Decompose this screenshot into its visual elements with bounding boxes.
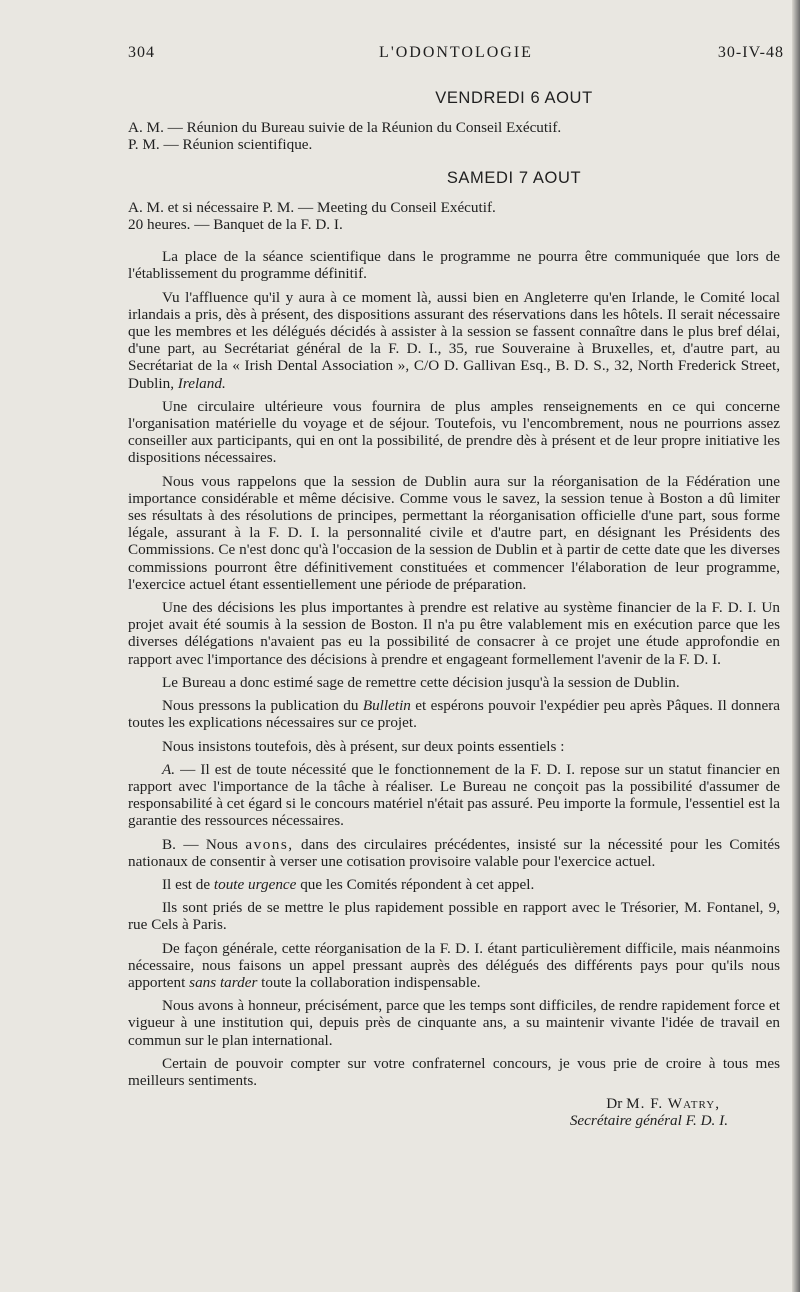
paragraph: Nous pressons la publication du Bulletin et espérons pouvoir l'expédier peu après Pâques. Il donnera toutes les explications nécessaires sur ce projet.: [128, 697, 780, 732]
journal-title: L'ODONTOLOGIE: [379, 44, 533, 61]
paragraph: Nous vous rappelons que la session de Dublin aura sur la réorganisation de la Fédération une importance considérable et même décisive. Comme vous le savez, la session tenue à Boston a dû limiter ses résultats à des résolutions de principes, permettant la réorganisation officielle d'une part, sous forme légale, assurant à la F. D. I. la personnalité civile et d'autre part, en désignant les Présidents des Commissions. Ce n'est donc qu'à l'occasion de la session de Dublin et à partir de cette date que les diverses commissions pourront être définitivement constituées et commencer l'élaboration de leur programme, l'exercice actuel étant essentiellement une période de préparation.: [128, 472, 780, 593]
paragraph: De façon générale, cette réorganisation de la F. D. I. étant particulièrement difficile, mais néanmoins nécessaire, nous faisons un appel pressant auprès des délégués des différents pays pour qu'ils nous apportent sans tarder toute la collaboration indispensable.: [128, 939, 780, 991]
paragraph: Vu l'affluence qu'il y aura à ce moment là, aussi bien en Angleterre qu'en Irlande, le Comité local irlandais a pris, dès à présent, des dispositions assurant des réservations dans les hôtels. Il serait nécessaire que les membres et les délégués décidés à assister à la session se fassent connaître dans le plus bref délai, d'une part, au Secrétariat général de la F. D. I., 35, rue Souveraine à Bruxelles, et, d'autre part, au Secrétariat de la « Irish Dental Association », C/O D. Gallivan Esq., B. D. S., 32, North Frederick Street, Dublin, Ireland.: [128, 288, 780, 392]
signature-role: Secrétaire général F. D. I.: [569, 1112, 728, 1130]
issue-date: 30-IV-48: [717, 44, 784, 61]
paragraph: Une des décisions les plus importantes à prendre est relative au système financier de la F. D. I. Un projet avait été soumis à la session de Boston. Il n'a pu être valablement mis en exécution parce que les diverses délégations n'avaient pas eu la possibilité de consacrer à ce projet une étude approfondie en rapport avec l'importance des décisions à prendre et engageant formellement l'avenir de la F. D. I.: [128, 599, 780, 668]
signature-name: Dr M. F. Watry,: [606, 1095, 720, 1113]
paragraph: B. — Nous avons, dans des circulaires précédentes, insisté sur la nécessité pour les Comités nationaux de consentir à verser une cotisation provisoire valable pour l'exercice actuel.: [128, 835, 781, 870]
page-number: 304: [128, 44, 155, 61]
paragraph: Nous avons à honneur, précisément, parce que les temps sont difficiles, de rendre rapidement force et vigueur à une institution qui, depuis près de cinquante ans, a su maintenir vivante l'idée de travail en commun sur le plan international.: [128, 997, 780, 1049]
paragraph: La place de la séance scientifique dans le programme ne pourra être communiquée que lors de l'établissement du programme définitif.: [128, 248, 780, 283]
page-body: [128, 90, 780, 1130]
heading-saturday: SAMEDI 7 AOUT: [446, 168, 582, 187]
page-header: [128, 44, 784, 66]
paragraph: Le Bureau a donc estimé sage de remettre cette décision jusqu'à la session de Dublin.: [162, 673, 680, 691]
schedule-line: A. M. — Réunion du Bureau suivie de la Réunion du Conseil Exécutif.: [128, 119, 562, 137]
paragraph: Nous insistons toutefois, dès à présent, sur deux points essentiels :: [162, 737, 565, 755]
schedule-line: P. M. — Réunion scientifique.: [128, 136, 313, 154]
paragraph: Certain de pouvoir compter sur votre confraternel concours, je vous prie de croire à tous mes meilleurs sentiments.: [128, 1054, 780, 1089]
paragraph: A. — Il est de toute nécessité que le fonctionnement de la F. D. I. repose sur un statut financier en rapport avec l'importance de la tâche à réaliser. Le Bureau ne conçoit pas la possibilité d'assumer de responsabilité à cet égard si le concours matériel n'était pas assuré. Peu importe la formule, l'essentiel est la garantie des ressources nécessaires.: [128, 760, 781, 830]
schedule-line: 20 heures. — Banquet de la F. D. I.: [128, 216, 343, 234]
paragraph: Ils sont priés de se mettre le plus rapidement possible en rapport avec le Trésorier, M. Fontanel, 9, rue Cels à Paris.: [128, 899, 780, 934]
paragraph: Il est de toute urgence que les Comités répondent à cet appel.: [162, 875, 535, 893]
heading-friday: VENDREDI 6 AOUT: [435, 89, 593, 107]
paragraph: Une circulaire ultérieure vous fournira de plus amples renseignements en ce qui concerne l'organisation matérielle du voyage et de séjour. Toutefois, vu l'encombrement, nous ne pourrions assez conseiller aux participants, qui en ont la possibilité, de prendre dès à présent et de leur propre initiative les dispositions nécessaires.: [128, 397, 780, 467]
schedule-line: A. M. et si nécessaire P. M. — Meeting du Conseil Exécutif.: [128, 198, 496, 216]
page-edge-shadow: [792, 0, 800, 1292]
